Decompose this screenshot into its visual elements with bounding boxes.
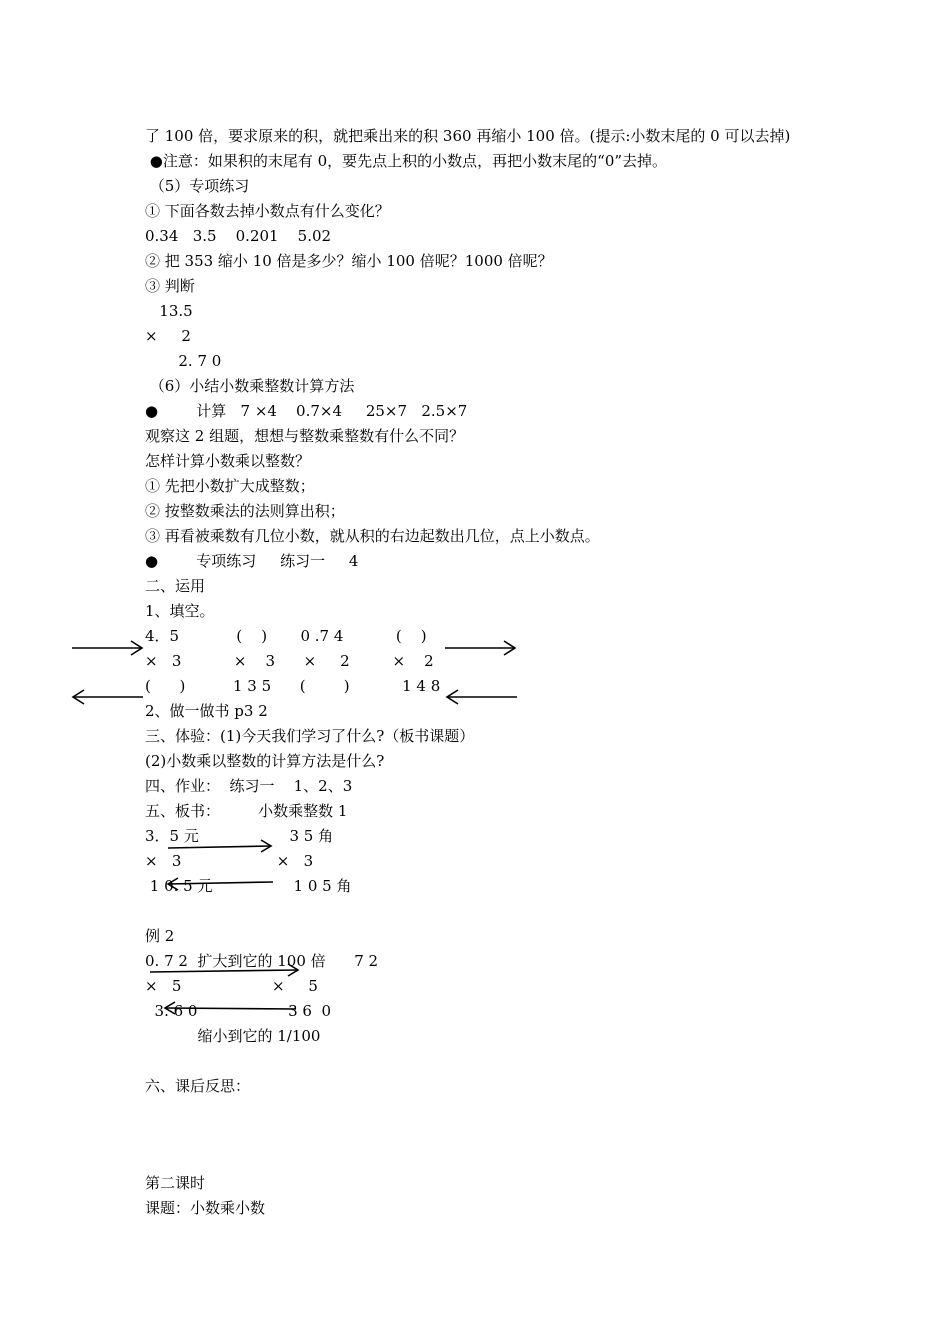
text-line-44: 第二课时	[145, 1174, 206, 1192]
text-line-26: (2)小数乘以整数的计算方法是什么?	[145, 752, 385, 770]
text-line-5: 0.34 3.5 0.201 5.02	[145, 227, 332, 245]
text-line-4: ① 下面各数去掉小数点有什么变化？	[145, 202, 390, 220]
text-line-25: 三、体验：(1)今天我们学习了什么?（板书课题）	[145, 727, 475, 745]
left-arrow-icon	[73, 690, 143, 704]
left-arrow-icon	[447, 690, 517, 704]
text-line-2: ●注意：如果积的末尾有 0，要先点上积的小数点，再把小数末尾的“0”去掉。	[145, 152, 668, 170]
text-line-12: ● 计算 7 ×4 0.7×4 25×7 2.5×7	[145, 402, 468, 420]
right-arrow-icon	[72, 641, 142, 655]
text-line-27: 四、作业： 练习一 1、2、3	[145, 777, 353, 795]
text-line-31: 1 0. 5 元 1 0 5 角	[145, 877, 352, 895]
text-line-39: 六、课后反思：	[145, 1077, 251, 1095]
text-line-30: × 3 × 3	[145, 852, 314, 870]
text-line-33: 例 2	[145, 927, 175, 945]
text-line-3: （5）专项练习	[145, 177, 250, 195]
text-line-36: 3. 6 0 3 6 0	[145, 1002, 331, 1020]
right-arrow-icon	[445, 641, 515, 655]
text-line-20: 1、填空。	[145, 602, 215, 620]
text-line-35: × 5 × 5	[145, 977, 318, 995]
text-line-37: 缩小到它的 1/100	[145, 1027, 321, 1045]
text-line-13: 观察这 2 组题，想想与整数乘整数有什么不同？	[145, 427, 465, 445]
text-line-18: ● 专项练习 练习一 4	[145, 552, 359, 570]
text-line-6: ② 把 353 缩小 10 倍是多少？缩小 100 倍呢？1000 倍呢？	[145, 252, 553, 270]
text-line-14: 怎样计算小数乘以整数？	[145, 452, 311, 470]
text-line-23: ( ) 1 3 5 ( ) 1 4 8	[145, 677, 441, 695]
text-line-7: ③ 判断	[145, 277, 195, 295]
text-line-21: 4．5 ( ) 0 .7 4 ( )	[145, 627, 427, 645]
text-line-11: （6）小结小数乘整数计算方法	[145, 377, 355, 395]
text-line-45: 课题：小数乘小数	[145, 1199, 266, 1217]
text-line-22: × 3 × 3 × 2 × 2	[145, 652, 434, 670]
text-line-29: 3．5 元 3 5 角	[145, 827, 334, 845]
text-line-19: 二、运用	[145, 577, 206, 595]
text-line-10: 2. 7 0	[145, 352, 222, 370]
text-line-16: ② 按整数乘法的法则算出积；	[145, 502, 345, 520]
text-line-8: 13.5	[145, 302, 193, 320]
text-line-24: 2、做一做书 p3 2	[145, 702, 268, 720]
text-line-34: 0. 7 2 扩大到它的 100 倍 7 2	[145, 952, 379, 970]
text-line-28: 五、板书： 小数乘整数 1	[145, 802, 348, 820]
text-line-17: ③ 再看被乘数有几位小数，就从积的右边起数出几位，点上小数点。	[145, 527, 600, 545]
text-line-1: 了 100 倍，要求原来的积，就把乘出来的积 360 再缩小 100 倍。(提示:小数末尾的 0 可以去掉)	[145, 127, 791, 145]
text-line-15: ① 先把小数扩大成整数；	[145, 477, 315, 495]
text-line-9: × 2	[145, 327, 191, 345]
